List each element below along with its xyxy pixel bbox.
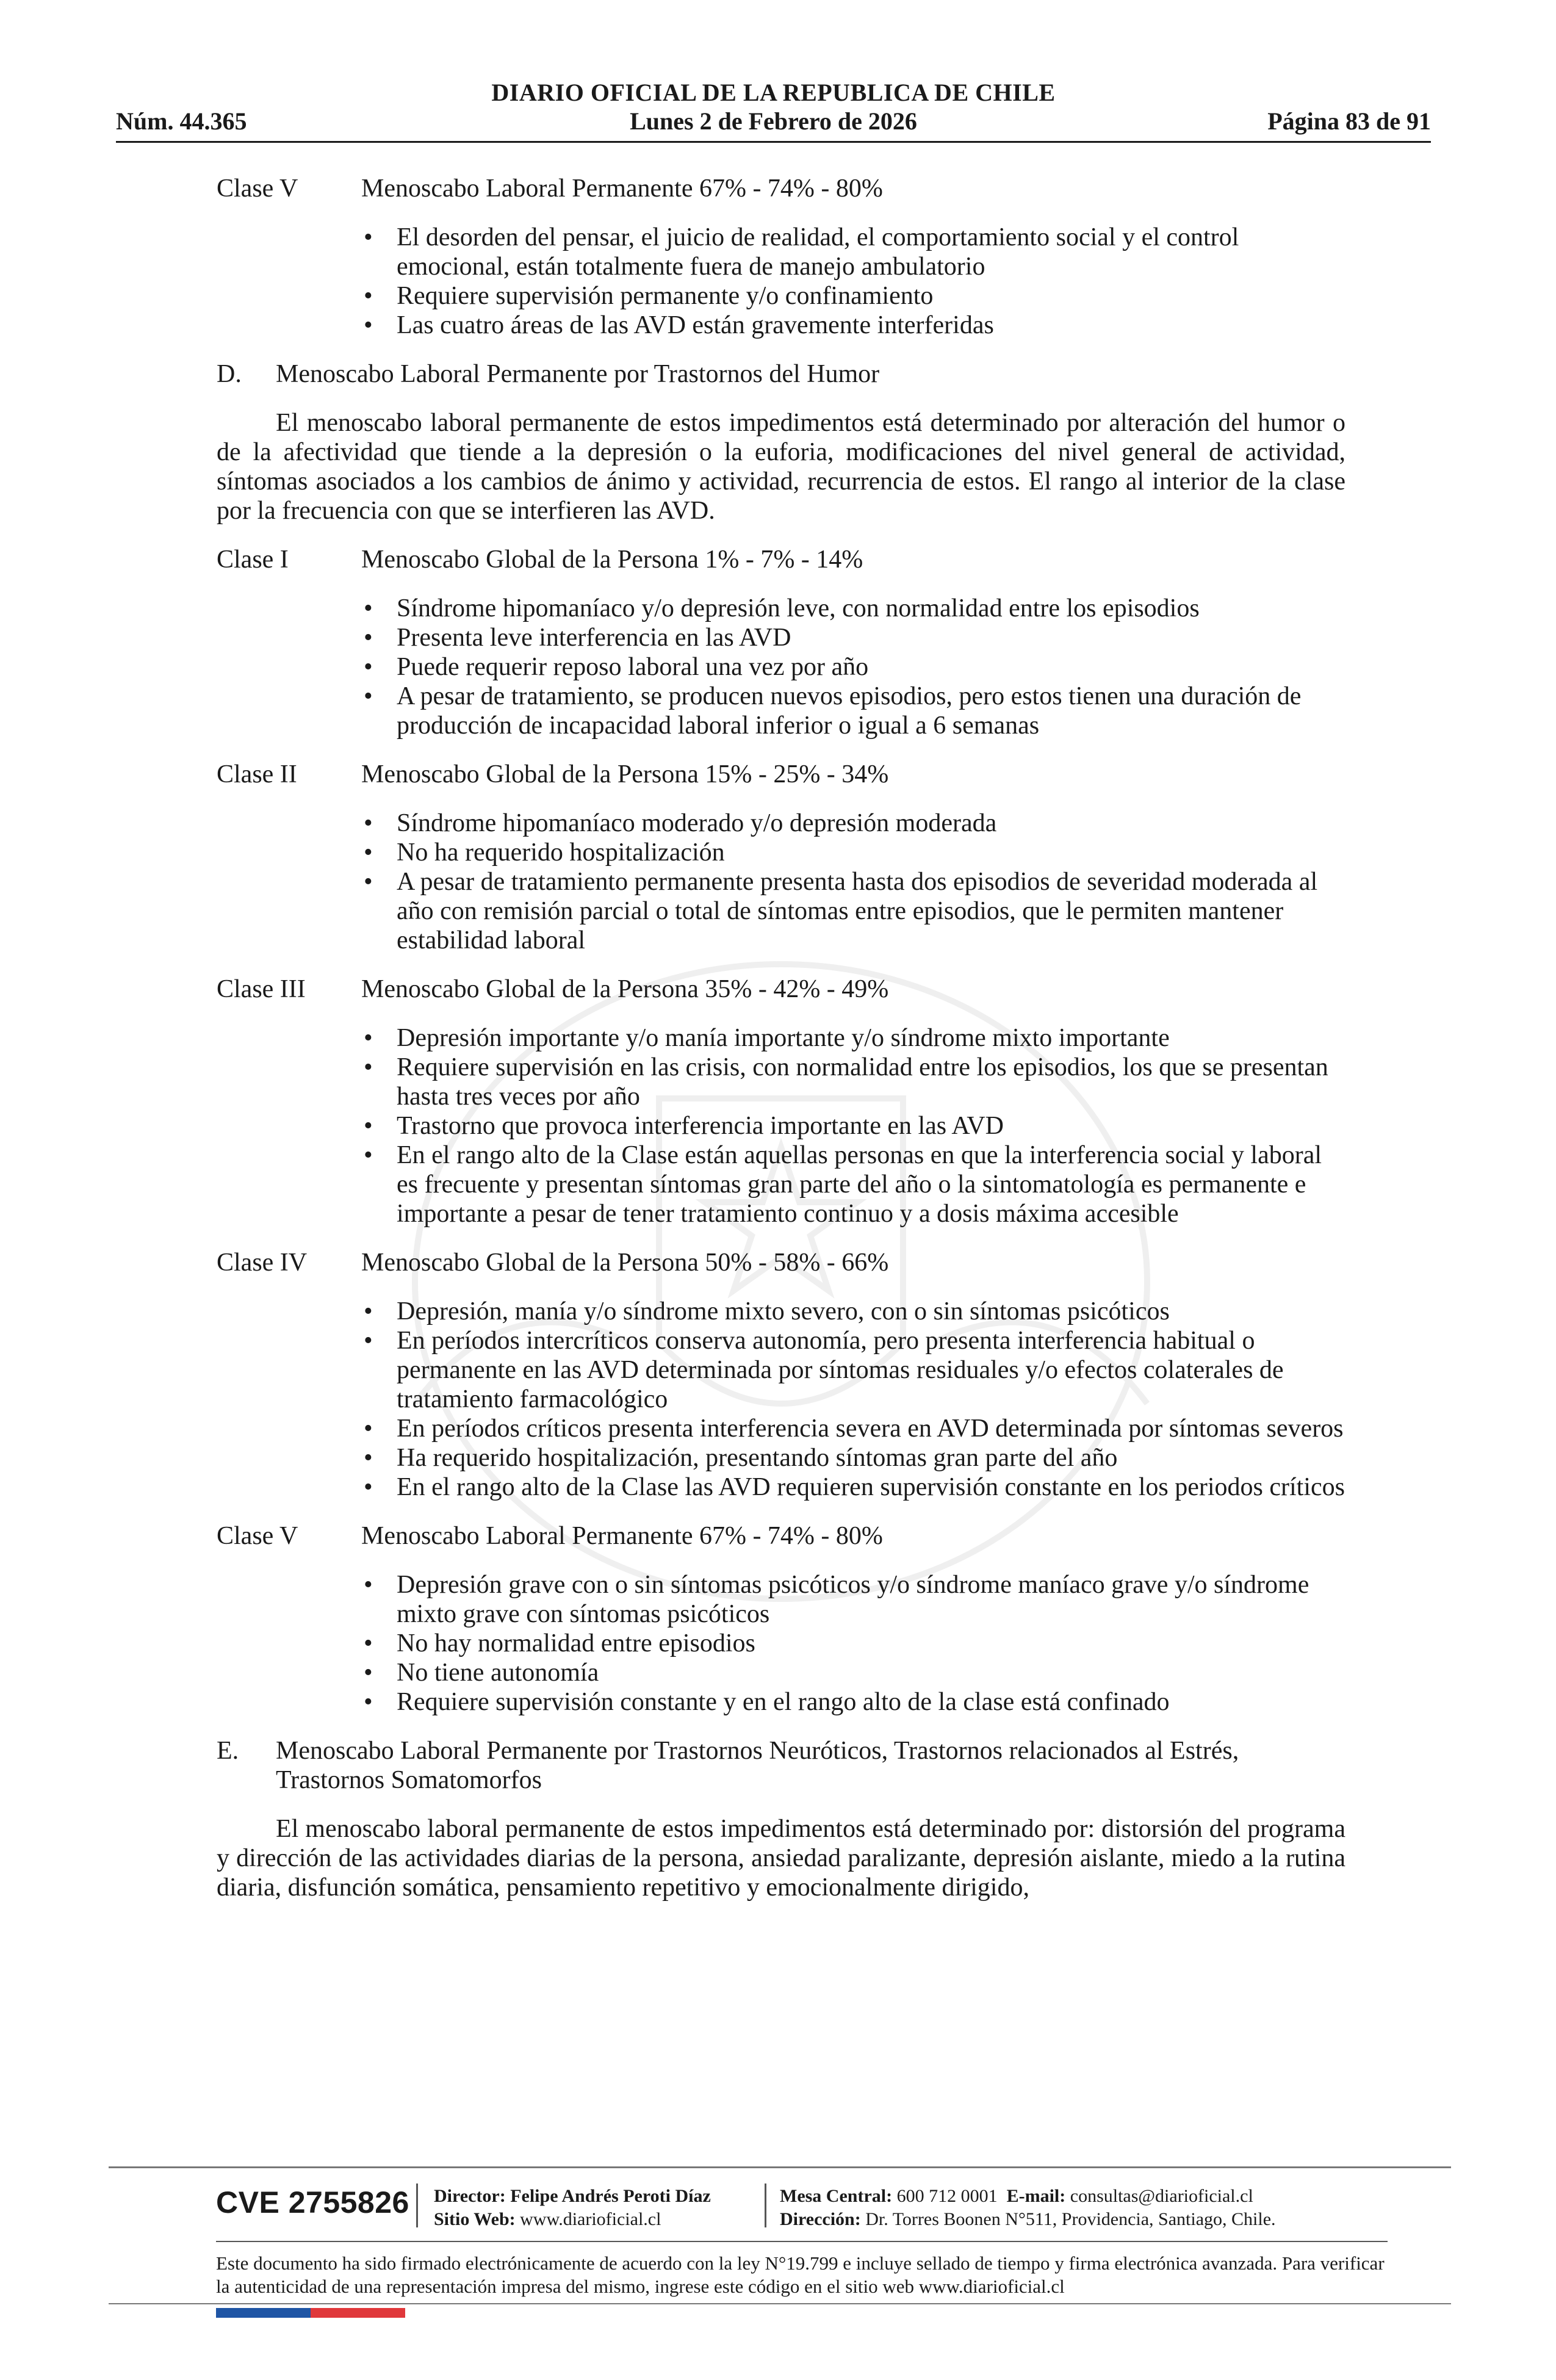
list-item: • En períodos intercríticos conserva autonomía, pero presenta interferencia habitual o permanente en las AVD determinada por síntomas residuales y/o efectos colaterales de tratamiento farmacológico bbox=[361, 1326, 1345, 1414]
list-item: • Síndrome hipomaníaco y/o depresión leve, con normalidad entre los episodios bbox=[361, 594, 1345, 623]
address-value: Dr. Torres Boonen N°511, Providencia, Santiago, Chile. bbox=[865, 2209, 1276, 2229]
website-link[interactable]: www.diarioficial.cl bbox=[520, 2209, 661, 2229]
class-heading bbox=[217, 760, 1345, 789]
list-item: • Depresión, manía y/o síndrome mixto severo, con o sin síntomas psicóticos bbox=[361, 1297, 1345, 1326]
email-link[interactable]: consultas@diarioficial.cl bbox=[1070, 2186, 1253, 2206]
list-item: • Síndrome hipomaníaco moderado y/o depresión moderada bbox=[361, 809, 1345, 838]
bullet-list bbox=[361, 594, 1345, 740]
bullet-list bbox=[361, 809, 1345, 955]
footer-contact-left bbox=[434, 2185, 711, 2231]
list-item: • No ha requerido hospitalización bbox=[361, 838, 1345, 867]
section-paragraph: El menoscabo laboral permanente de estos impedimentos está determinado por: distorsión del programa y dirección de las actividades diarias de la persona, ansiedad paralizante, depresión aislante, miedo a la rutina diaria, disfunción somática, pensamiento repetitivo y emocionalmente dirigido, bbox=[217, 1815, 1345, 1902]
bullet-list bbox=[361, 1570, 1345, 1717]
section-title: Menoscabo Laboral Permanente por Trastornos Neuróticos, Trastornos relacionados al Estrés, Trastornos Somatomorfos bbox=[276, 1737, 1239, 1794]
class-heading bbox=[217, 1248, 1345, 1277]
bullet-list bbox=[361, 223, 1345, 340]
list-item: • A pesar de tratamiento permanente presenta hasta dos episodios de severidad moderada al año con remisión parcial o total de síntomas entre episodios, que le permiten mantener estabilidad laboral bbox=[361, 867, 1345, 955]
bullet-list bbox=[361, 1023, 1345, 1228]
footer-rule bbox=[216, 2241, 1388, 2242]
list-item: • Puede requerir reposo laboral una vez por año bbox=[361, 652, 1345, 682]
publication-title: DIARIO OFICIAL DE LA REPUBLICA DE CHILE bbox=[491, 79, 1056, 106]
list-item: • Trastorno que provoca interferencia importante en las AVD bbox=[361, 1111, 1345, 1141]
class-heading bbox=[217, 545, 1345, 574]
header-rule bbox=[116, 141, 1431, 143]
list-item: • No tiene autonomía bbox=[361, 1658, 1345, 1687]
class-heading bbox=[217, 1521, 1345, 1551]
list-item: • Requiere supervisión constante y en el rango alto de la clase está confinado bbox=[361, 1687, 1345, 1717]
page-header bbox=[116, 72, 1431, 145]
cve-code: CVE 2755826 bbox=[216, 2185, 409, 2220]
phone-value: 600 712 0001 bbox=[896, 2186, 998, 2206]
list-item: • A pesar de tratamiento, se producen nuevos episodios, pero estos tienen una duración de producción de incapacidad laboral inferior o igual a 6 semanas bbox=[361, 682, 1345, 740]
class-title: Menoscabo Laboral Permanente 67% - 74% - 80% bbox=[361, 175, 883, 203]
email-label: E-mail: bbox=[1006, 2186, 1066, 2206]
list-item: • En el rango alto de la Clase están aquellas personas en que la interferencia social y laboral es frecuente y presentan síntomas gran parte del año o la sintomatología es permanente e importante a pesar de tener tratamiento continuo y a dosis máxima accesible bbox=[361, 1141, 1345, 1228]
address-label: Dirección: bbox=[780, 2209, 861, 2229]
class-label: Clase III bbox=[217, 975, 306, 1003]
list-item: • En el rango alto de la Clase las AVD requieren supervisión constante en los periodos críticos bbox=[361, 1473, 1345, 1502]
list-item: • El desorden del pensar, el juicio de realidad, el comportamiento social y el control emocional, están totalmente fuera de manejo ambulatorio bbox=[361, 223, 1345, 281]
section-letter: D. bbox=[217, 360, 242, 388]
class-label: Clase I bbox=[217, 546, 289, 574]
footer-divider bbox=[416, 2183, 418, 2227]
bullet-list bbox=[361, 1297, 1345, 1502]
class-label: Clase IV bbox=[217, 1249, 308, 1277]
phone-label: Mesa Central: bbox=[780, 2186, 893, 2206]
section-paragraph: El menoscabo laboral permanente de estos impedimentos está determinado por alteración del humor o de la afectividad que tiende a la depresión o la euforia, modificaciones del nivel general de actividad, síntomas asociados a los cambios de ánimo y actividad, recurrencia de estos. El rango al interior de la clase por la frecuencia con que se interfieren las AVD. bbox=[217, 409, 1345, 525]
list-item: • Ha requerido hospitalización, presentando síntomas gran parte del año bbox=[361, 1443, 1345, 1473]
class-title: Menoscabo Global de la Persona 1% - 7% - 14% bbox=[361, 546, 863, 574]
class-label: Clase V bbox=[217, 175, 298, 203]
issue-number: Núm. 44.365 bbox=[116, 107, 247, 135]
list-item: • Requiere supervisión en las crisis, con normalidad entre los episodios, los que se presentan hasta tres veces por año bbox=[361, 1053, 1345, 1111]
page-footer bbox=[109, 2166, 1451, 2368]
list-item: • Presenta leve interferencia en las AVD bbox=[361, 623, 1345, 652]
class-label: Clase V bbox=[217, 1522, 298, 1550]
class-title: Menoscabo Laboral Permanente 67% - 74% - 80% bbox=[361, 1522, 883, 1550]
class-heading bbox=[217, 174, 1345, 203]
flag-bar-red bbox=[311, 2308, 405, 2318]
class-title: Menoscabo Global de la Persona 35% - 42% - 49% bbox=[361, 975, 889, 1003]
section-heading-d bbox=[217, 359, 1345, 389]
footer-contact-right bbox=[780, 2185, 1276, 2231]
list-item: • Las cuatro áreas de las AVD están gravemente interferidas bbox=[361, 311, 1345, 340]
legal-notice: Este documento ha sido firmado electrónicamente de acuerdo con la ley N°19.799 e incluye sellado de tiempo y firma electrónica avanzada. Para verificar la autenticidad de una representación impresa del mismo, ingrese este código en el sitio web www.diarioficial.cl bbox=[216, 2252, 1385, 2297]
class-label: Clase II bbox=[217, 760, 297, 788]
list-item: • Requiere supervisión permanente y/o confinamiento bbox=[361, 281, 1345, 311]
class-title: Menoscabo Global de la Persona 15% - 25% - 34% bbox=[361, 760, 889, 788]
class-heading bbox=[217, 975, 1345, 1004]
director-label: Director: bbox=[434, 2186, 506, 2206]
class-title: Menoscabo Global de la Persona 50% - 58% - 66% bbox=[361, 1249, 889, 1277]
list-item: • Depresión grave con o sin síntomas psicóticos y/o síndrome maníaco grave y/o síndrome mixto grave con síntomas psicóticos bbox=[361, 1570, 1345, 1629]
director-name: Felipe Andrés Peroti Díaz bbox=[510, 2186, 711, 2206]
list-item: • Depresión importante y/o manía importante y/o síndrome mixto importante bbox=[361, 1023, 1345, 1053]
section-heading-e bbox=[217, 1736, 1345, 1795]
section-letter: E. bbox=[217, 1737, 239, 1765]
website-label: Sitio Web: bbox=[434, 2209, 516, 2229]
issue-date: Lunes 2 de Febrero de 2026 bbox=[630, 107, 917, 135]
list-item: • No hay normalidad entre episodios bbox=[361, 1629, 1345, 1658]
footer-rule bbox=[109, 2303, 1451, 2304]
footer-rule bbox=[109, 2166, 1451, 2168]
page-number: Página 83 de 91 bbox=[1267, 107, 1431, 135]
footer-divider bbox=[765, 2183, 766, 2227]
flag-bar-blue bbox=[216, 2308, 311, 2318]
section-title: Menoscabo Laboral Permanente por Trastornos del Humor bbox=[276, 360, 880, 388]
document-body bbox=[217, 174, 1345, 1902]
list-item: • En períodos críticos presenta interferencia severa en AVD determinada por síntomas severos bbox=[361, 1414, 1345, 1443]
